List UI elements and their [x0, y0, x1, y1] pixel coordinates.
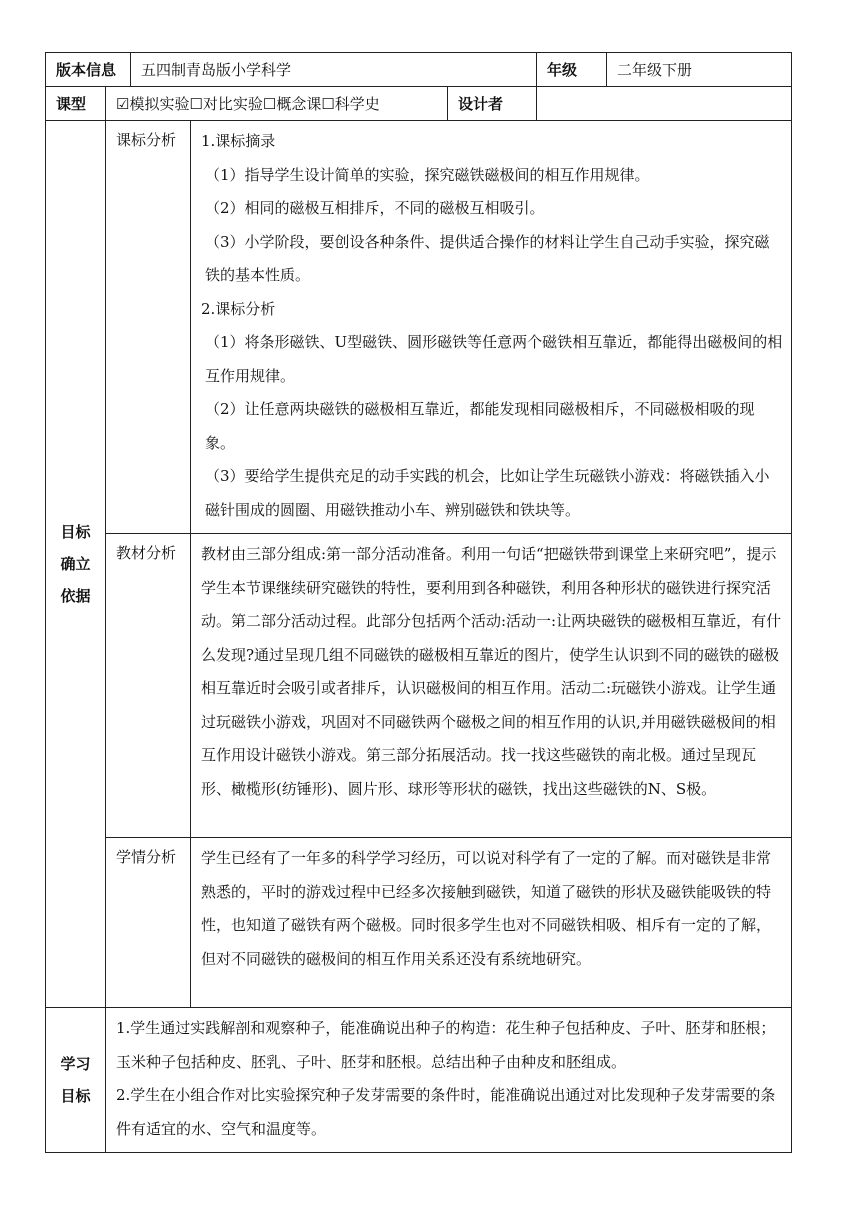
- learner-content: [191, 838, 792, 1008]
- curriculum-paragraph: 1.课标摘录: [201, 132, 276, 150]
- objectives-label-line: 学习: [60, 1055, 91, 1073]
- designer-label: 设计者: [448, 87, 537, 121]
- lesson-type-label: 课型: [46, 87, 106, 121]
- curriculum-paragraph: （3）小学阶段，要创设各种条件、提供适合操作的材料让学生自己动手实验，探究磁铁的基本性质。: [205, 232, 770, 284]
- objective-item: 2.学生在小组合作对比实验探究种子发芽需要的条件时，能准确说出通过对比发现种子发芽需要的条件有适宜的水、空气和温度等。: [116, 1086, 776, 1138]
- objectives-content: [106, 1008, 792, 1153]
- textbook-label: 教材分析: [106, 534, 191, 838]
- curriculum-paragraph: 2.课标分析: [201, 299, 276, 318]
- curriculum-paragraph: （1）将条形磁铁、U型磁铁、圆形磁铁等任意两个磁铁相互靠近，都能得出磁极间的相互作用规律。: [205, 333, 783, 385]
- version-row: [45, 52, 792, 87]
- designer-value: [537, 87, 792, 121]
- basis-label: [46, 121, 106, 1008]
- textbook-content: [191, 534, 792, 838]
- lesson-plan-page: [45, 52, 791, 1153]
- grade-value: 二年级下册: [607, 53, 792, 87]
- objectives-label-line: 目标: [60, 1087, 91, 1105]
- basis-label-line: 确立: [60, 555, 91, 573]
- curriculum-paragraph: （3）要给学生提供充足的动手实践的机会，比如让学生玩磁铁小游戏：将磁铁插入小磁针围成的圆圈、用磁铁推动小车、辨别磁铁和铁块等。: [205, 467, 770, 519]
- objectives-label: [46, 1008, 106, 1153]
- version-value: 五四制青岛版小学科学: [131, 53, 537, 87]
- curriculum-paragraph: （1）指导学生设计简单的实验，探究磁铁磁极间的相互作用规律。: [205, 165, 650, 184]
- curriculum-label: 课标分析: [106, 121, 191, 534]
- learner-label: 学情分析: [106, 838, 191, 1008]
- basis-label-line: 目标: [60, 523, 91, 541]
- curriculum-content: [191, 121, 792, 534]
- grade-label: 年级: [537, 53, 607, 87]
- textbook-text: 教材由三部分组成:第一部分活动准备。利用一句话“把磁铁带到课堂上来研究吧”，提示学生本节课继续研究磁铁的特性，要利用到各种磁铁，利用各种形状的磁铁进行探究活动。第二部分活动过程。此部分包括两个活动:活动一:让两块磁铁的磁极相互靠近，有什么发现?通过呈现几组不同磁铁的磁极相互靠近的图片，使学生认识到不同的磁铁的磁极相互靠近时会吸引或者排斥，认识磁极间的相互作用。活动二:玩磁铁小游戏。让学生通过玩磁铁小游戏，巩固对不同磁铁两个磁极之间的相互作用的认识,并用磁铁磁极间的相互作用设计磁铁小游戏。第三部分拓展活动。找一找这些磁铁的南北极。通过呈现瓦形、橄榄形(纺锤形)、圆片形、球形等形状的磁铁，找出这些磁铁的N、S极。: [201, 545, 782, 798]
- main-table: [45, 120, 792, 1153]
- basis-label-line: 依据: [60, 587, 91, 605]
- lesson-type-value: ☑模拟实验☐对比实验☐概念课☐科学史: [106, 87, 448, 121]
- curriculum-paragraph: （2）相同的磁极互相排斥，不同的磁极互相吸引。: [205, 199, 545, 217]
- version-label: 版本信息: [46, 53, 131, 87]
- objective-item: 1.学生通过实践解剖和观察种子，能准确说出种子的构造：花生种子包括种皮、子叶、胚芽和胚根；玉米种子包括种皮、胚乳、子叶、胚芽和胚根。总结出种子由种皮和胚组成。: [116, 1019, 776, 1071]
- curriculum-paragraph: （2）让任意两块磁铁的磁极相互靠近，都能发现相同磁极相斥，不同磁极相吸的现象。: [205, 400, 755, 452]
- learner-text: 学生已经有了一年多的科学学习经历，可以说对科学有了一定的了解。而对磁铁是非常熟悉的，平时的游戏过程中已经多次接触到磁铁，知道了磁铁的形状及磁铁能吸铁的特性，也知道了磁铁有两个磁极。同时很多学生也对不同磁铁相吸、相斥有一定的了解，但对不同磁铁的磁极间的相互作用关系还没有系统地研究。: [201, 849, 772, 968]
- lesson-type-row: [45, 86, 792, 121]
